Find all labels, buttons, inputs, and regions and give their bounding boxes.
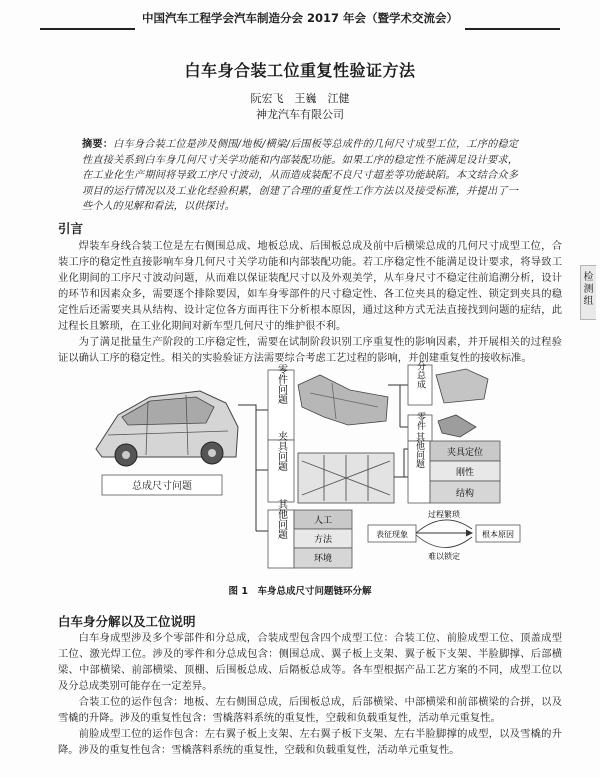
other-problem-label: 其他问题 <box>275 499 287 539</box>
car-illustration <box>96 391 238 495</box>
decomposition-paragraph-1: 白车身成型涉及多个零部件和分总成，合装成型包含四个成型工位：合装工位、前脸成型工位、顶盖成型工位、激光焊工位。涉及的零件和分总成包含：侧围总成、翼子板上支架、翼子板下支架、半脸脚撑、后部横梁、中部横梁、前部横梁、顶棚、后围板总成、后隔板总成等。各车型根据产品工艺方案的不同，成型工位以及分总成类别可能存在一定差异。 <box>58 632 562 692</box>
flow-start-label: 表征现象 <box>376 530 408 539</box>
assembly-illustration <box>436 369 488 403</box>
paper-authors: 阮宏飞 王巍 江健 <box>250 92 350 105</box>
other-item-method: 方法 <box>313 535 333 545</box>
abstract-label: 摘要： <box>82 138 114 150</box>
figure-caption: 图 1 车身总成尺寸问题链环分解 <box>228 586 372 597</box>
section-heading-intro: 引言 <box>58 221 84 236</box>
intro-paragraph-2: 为了满足批量生产阶段的工序稳定性，需要在试制阶段识别工序重复性的影响因素，并开展相关的过程验证以确认工序的稳定性。相关的实验验证方法需要综合考虑工艺过程的影响，并创建重复性的接收标准。 <box>58 336 562 364</box>
fixture-illustration <box>298 453 394 503</box>
decomposition-body <box>58 630 562 758</box>
abstract <box>82 137 518 215</box>
header-rule-right <box>465 28 560 30</box>
section-side-tab: 检测组 <box>580 265 596 320</box>
fixture-item-rigidity: 刚性 <box>455 468 475 478</box>
fixture-item-structure: 结构 <box>455 489 475 499</box>
section-heading-decomposition: 白车身分解以及工位说明 <box>58 614 196 629</box>
other-item-manual: 人工 <box>313 516 333 526</box>
flow-end-label: 根本原因 <box>482 530 514 539</box>
flow-top-label: 过程繁琐 <box>428 510 460 519</box>
fixture-item-positioning: 夹具定位 <box>446 448 484 458</box>
other-item-environment: 环境 <box>313 554 333 564</box>
paper-affiliation: 神龙汽车有限公司 <box>256 108 344 121</box>
header-rule-left <box>40 28 135 30</box>
car-label: 总成尺寸问题 <box>132 481 192 492</box>
parts-problem-label: 零件问题 <box>275 364 287 404</box>
abstract-text: 白车身合装工位是涉及侧围/地板/横梁/后围板等总成件的几何尺寸成型工位，工序的稳定性直接关系到白车身几何尺寸关学功能和内部装配功能。如果工序的稳定性不能满足设计要求，在工业化生产期间将导致工序尺寸波动，从而造成装配不良尺寸超差等功能缺陷。本文结合众多项目的运行情况以及工业化经验积累，创建了合理的重复性工作方法以及接受标准，并提出了一些个人的见解和看法，以供探讨。 <box>82 139 518 212</box>
conference-header: 中国汽车工程学会汽车制造分会 2017 年会（暨学术交流会） <box>141 11 458 25</box>
fixture-problem-label: 夹具问题 <box>275 431 287 471</box>
flow-bottom-label: 难以锁定 <box>428 552 460 561</box>
branch-assembly-label: 分总成 <box>415 361 425 389</box>
decomposition-paragraph-2: 合装工位的运作包含：地板、左右侧围总成，后围板总成，后部横梁、中部横梁和前部横梁的合拼，以及雪橇的升降。涉及的重复性包含：雪橇落料系统的重复性，空载和负载重复性，活动单元重复性。 <box>58 696 562 724</box>
figure-diagram <box>88 345 528 573</box>
intro-paragraph-1: 焊装车身线合装工位是左右侧围总成、地板总成、后围板总成及前中后横梁总成的几何尺寸成型工位，合装工序的稳定性直接影响车身几何尺寸关学功能和内部装配功能。若工序稳定性不能满足设计要求，将导致工业化期间的工序尺寸波动问题，从而难以保证装配尺寸以及外观美学，从车身尺寸不稳定往前追溯分析，设计的环节和因素众多，需要逐个排除要因，如车身零部件的尺寸稳定性、各工位夹具的稳定性、锁定到夹具的稳定性后还需要夹具从结构、设计定位各方面再往下分析根本原因，通过这种方式无法直接找到问题的症结，此过程长且繁琐，在工业化期间对新车型几何尺寸的维护很不利。 <box>58 240 562 332</box>
paper-title: 白车身合装工位重复性验证方法 <box>184 61 416 80</box>
fixture-other-label: 其他问题 <box>414 432 424 468</box>
part-illustration <box>438 415 476 437</box>
branch-parts-label: 零件 <box>415 412 425 430</box>
decomposition-paragraph-3: 前脸成型工位的运作包含：左右翼子板上支架、左右翼子板下支架、左右半脸脚撑的成型，以及雪橇的升降。涉及的重复性包含：雪橇落料系统的重复性，空载和负载重复性，活动单元重复性。 <box>58 728 562 756</box>
